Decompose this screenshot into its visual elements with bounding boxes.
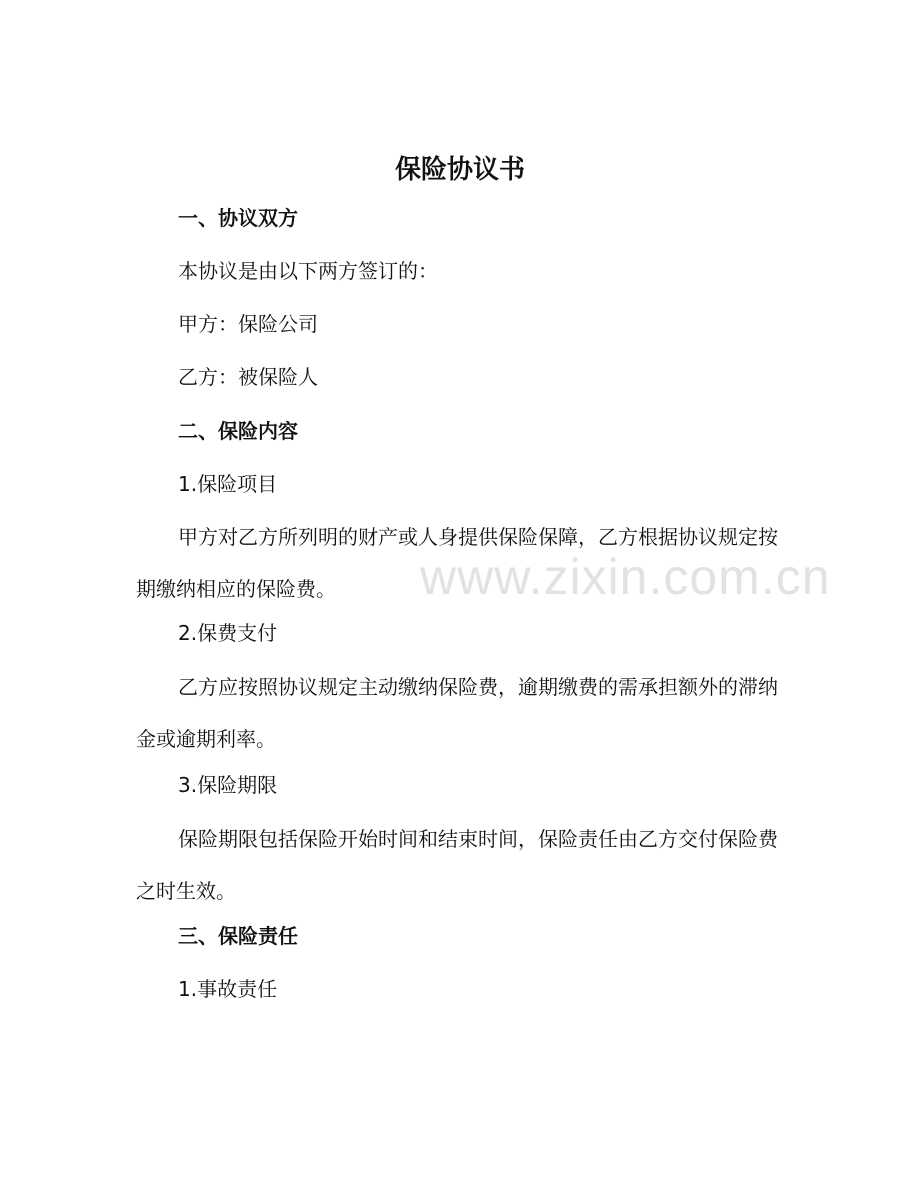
party-b-text: 乙方：被保险人 (178, 365, 318, 389)
section-heading-content: 二、保险内容 (178, 419, 298, 443)
item-title-premium-payment: 2.保费支付 (178, 621, 278, 645)
section-heading-parties: 一、协议双方 (178, 206, 298, 230)
document-title: 保险协议书 (394, 155, 525, 185)
item-title-insurance-items: 1.保险项目 (178, 472, 278, 496)
paragraph-insurance-period: 保险期限包括保险开始时间和结束时间，保险责任由乙方交付保险费之时生效。 (136, 827, 778, 903)
party-a-text: 甲方：保险公司 (178, 312, 318, 336)
paragraph-premium-payment: 乙方应按照协议规定主动缴纳保险费，逾期缴费的需承担额外的滞纳金或逾期利率。 (136, 675, 778, 751)
parties-intro-text: 本协议是由以下两方签订的： (178, 259, 438, 283)
item-title-accident-liability: 1.事故责任 (178, 977, 278, 1001)
section-heading-liability: 三、保险责任 (178, 924, 298, 948)
paragraph-insurance-items: 甲方对乙方所列明的财产或人身提供保险保障，乙方根据协议规定按期缴纳相应的保险费。 (136, 525, 778, 601)
item-title-insurance-period: 3.保险期限 (178, 773, 278, 797)
watermark-text: www.zixin.com.cn (420, 549, 831, 605)
